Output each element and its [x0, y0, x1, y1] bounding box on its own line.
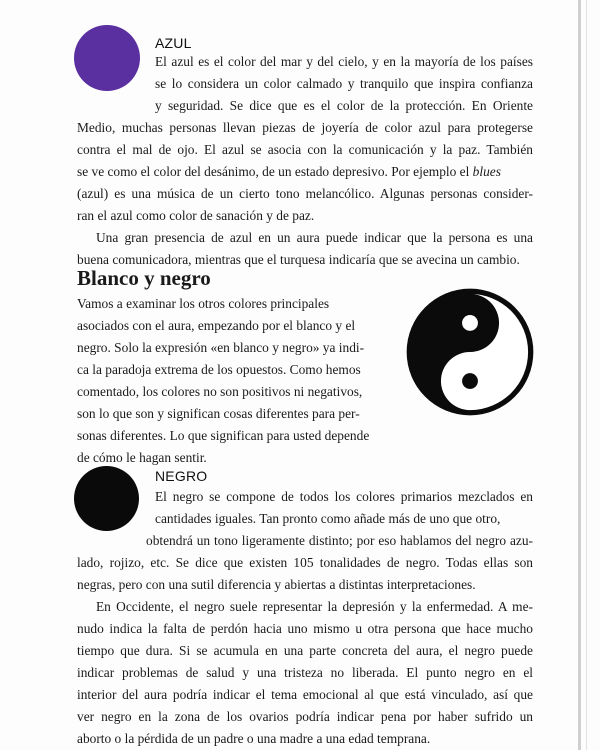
text-line: negro. Solo la expresión «en blanco y negro» ya indi- — [77, 340, 365, 355]
section-title: Blanco y negro — [77, 266, 211, 290]
text-line — [155, 95, 533, 117]
text-line: contra el mal de ojo. El azul se asocia con la comunicación y la paz. También — [77, 142, 533, 157]
text-line: Vamos a examinar los otros colores principales — [77, 296, 330, 311]
text-line: buena comunicadora, mientras que el turquesa indicaría que se avecina un cambio. — [77, 252, 520, 267]
blue-color-swatch — [74, 25, 140, 91]
text-line: (azul) es una música de un cierto tono melancólico. Algunas personas consider- — [77, 186, 533, 201]
black-color-swatch — [74, 466, 139, 531]
text-line: se lo considera un color calmado y tranquilo que inspira confianza — [155, 76, 533, 91]
text-line: lado, rojizo, etc. Se dice que existen 105 tonalidades de negro. Todas ellas son — [77, 555, 533, 570]
negro-heading: NEGRO — [155, 468, 208, 484]
text-run: se ve como el color del desánimo, de un estado depresivo. Por ejemplo el — [77, 164, 470, 179]
text-line: nudo indica la falta de perdón hacia uno mismo u otra persona que hace mucho — [77, 621, 533, 636]
text-line: Medio, muchas personas llevan piezas de joyería de color azul para protegerse — [77, 120, 533, 135]
azul-heading: AZUL — [155, 35, 192, 51]
text-line: tiempo que dura. Si se acumula en una parte concreta del aura, el negro puede — [77, 643, 533, 658]
page-edge-line — [586, 0, 587, 750]
text-line: ver negro en la zona de los ovarios podría indicar pena por haber sufrido un — [77, 709, 533, 724]
text-line: son lo que son y significan cosas diferentes para per- — [77, 406, 360, 421]
text-line: sonas diferentes. Lo que significan para usted depende — [77, 428, 370, 443]
text-line: de cómo le hagan sentir. — [77, 450, 207, 465]
text-line-inner: y seguridad. Se dice que es el color de la protección. En Oriente — [155, 98, 533, 113]
text-line: interior del aura podría indicar el tema emocional al que está vinculado, así que — [77, 687, 533, 702]
text-line: indicar problemas de salud y una tristeza no liberada. El punto negro en el — [77, 665, 533, 680]
yin-yang-icon — [404, 286, 536, 418]
text-line: aborto o la pérdida de un padre o una madre a una edad temprana. — [77, 731, 431, 746]
text-line: asociados con el aura, empezando por el blanco y el — [77, 318, 356, 333]
text-line: negras, pero con una sutil diferencia y abiertas a distintas interpretaciones. — [77, 577, 476, 592]
blues-term: blues — [472, 164, 501, 179]
text-line: ca la paradoja extrema de los opuestos. Como hemos — [77, 362, 361, 377]
text-line: El azul es el color del mar y del cielo, y en la mayoría de los países — [155, 54, 533, 69]
text-line: En Occidente, el negro suele representar la depresión y la enfermedad. A me- — [96, 599, 533, 614]
text-line: Una gran presencia de azul en un aura puede indicar que la persona es una — [96, 230, 533, 245]
page-edge — [578, 0, 581, 750]
text-line: ran el azul como color de sanación y de paz. — [77, 208, 315, 223]
text-line: cantidades iguales. Tan pronto como añade más de uno que otro, — [155, 511, 501, 526]
text-line: El negro se compone de todos los colores primarios mezclados en — [155, 489, 533, 504]
text-line: comentado, los colores no son positivos ni negativos, — [77, 384, 363, 399]
text-line — [77, 161, 533, 183]
text-line: obtendrá un tono ligeramente distinto; por eso hablamos del negro azu- — [146, 533, 533, 548]
